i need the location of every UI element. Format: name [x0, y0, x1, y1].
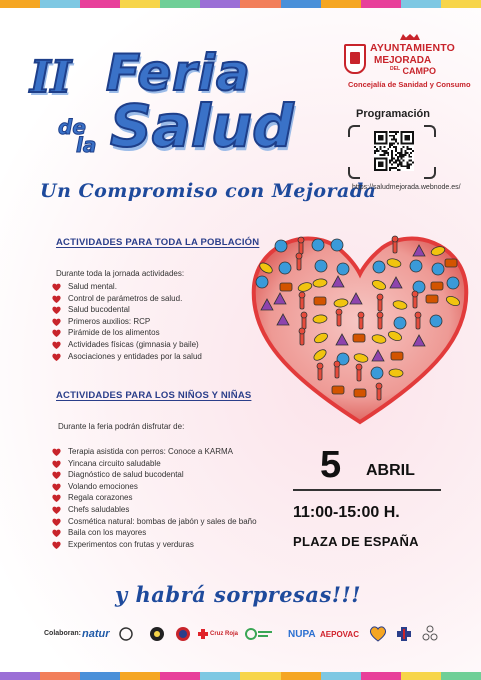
stripe-segment	[200, 0, 240, 8]
section-kids-item	[52, 469, 257, 481]
stripe-segment	[40, 672, 80, 680]
title-de: de	[58, 115, 86, 139]
programacion-label: Programación	[356, 108, 430, 120]
heart-bullet-icon	[52, 483, 61, 491]
title-de-la	[58, 115, 97, 157]
section-all-intro: Durante toda la jornada actividades:	[56, 269, 185, 278]
section-kids-item	[52, 539, 257, 551]
event-place: PLAZA DE ESPAÑA	[293, 534, 419, 549]
stripe-segment	[80, 672, 120, 680]
section-kids-item-text: Yincana circuito saludable	[68, 458, 161, 468]
town-crest-icon	[344, 44, 366, 74]
stripe-segment	[120, 0, 160, 8]
title-roman-numeral: II	[30, 52, 72, 103]
bottom-color-stripe	[0, 672, 481, 680]
stripe-segment	[321, 672, 361, 680]
stripe-segment	[401, 0, 441, 8]
section-all-item-text: Pirámide de los alimentos	[68, 328, 160, 338]
section-all-list	[52, 281, 202, 362]
section-all-heading: ACTIVIDADES PARA TODA LA POBLACIÓN	[56, 237, 260, 248]
event-time: 11:00-15:00 H.	[293, 504, 400, 521]
stripe-segment	[0, 0, 40, 8]
section-kids-item	[52, 446, 257, 458]
stripe-segment	[120, 672, 160, 680]
section-all-item	[52, 281, 202, 293]
section-all-item	[52, 293, 202, 305]
stripe-segment	[160, 0, 200, 8]
heart-bullet-icon	[52, 295, 61, 303]
sponsor-cross-logo-icon	[394, 622, 414, 646]
closing-text: y habrá sorpresas!!!	[115, 582, 361, 607]
section-all-item-text: Salud mental.	[68, 282, 117, 291]
heart-bullet-icon	[52, 318, 61, 326]
section-all-item-text: Actividades físicas (gimnasia y baile)	[68, 339, 199, 349]
stripe-segment	[361, 672, 401, 680]
logo-concejalia: Concejalía de Sanidad y Consumo	[348, 80, 471, 89]
section-kids-item-text: Regala corazones	[68, 493, 133, 503]
heart-bullet-icon	[52, 306, 61, 314]
heart-bullet-icon	[52, 541, 61, 549]
section-kids-intro: Durante la feria podrán disfrutar de:	[58, 422, 185, 431]
heart-bullet-icon	[52, 529, 61, 537]
section-kids-item-text: Cosmética natural: bombas de jabón y sales de baño	[68, 516, 257, 526]
title-salud: Salud	[110, 92, 294, 160]
stripe-segment	[441, 0, 481, 8]
section-all-item	[52, 304, 202, 316]
heart-bullet-icon	[52, 353, 61, 361]
stripe-segment	[281, 672, 321, 680]
section-all-item	[52, 351, 202, 363]
section-all-item-text: Asociaciones y entidades por la salud	[68, 351, 202, 361]
sponsor-dark-circle-icon	[148, 622, 166, 646]
section-kids-item	[52, 458, 257, 470]
section-kids-item	[52, 481, 257, 493]
stripe-segment	[321, 0, 361, 8]
stripe-segment	[361, 0, 401, 8]
section-all-item	[52, 316, 202, 328]
top-color-stripe	[0, 0, 481, 8]
sponsor-bar	[44, 622, 464, 646]
heart-bullet-icon	[52, 494, 61, 502]
title-feria: Feria	[106, 44, 251, 102]
sponsor-heart-logo-icon	[368, 622, 388, 646]
heart-bullet-icon	[52, 506, 61, 514]
sponsor-natur: natur	[82, 628, 110, 640]
heart-bullet-icon	[52, 283, 61, 291]
section-kids-item-text: Experimentos con frutas y verduras	[68, 539, 194, 549]
red-cross-icon	[198, 622, 208, 646]
logo-campo: CAMPO	[402, 66, 437, 76]
section-all-item	[52, 327, 202, 339]
event-day: 5	[320, 444, 342, 486]
heart-bullet-icon	[52, 518, 61, 526]
sponsor-green-logo-icon	[244, 622, 274, 646]
section-kids-item-text: Baila con los mayores	[68, 528, 147, 538]
section-kids-item	[52, 527, 257, 539]
stripe-segment	[240, 672, 280, 680]
section-kids-item-text: Chefs saludables	[68, 504, 130, 514]
logo-del-campo	[390, 66, 436, 76]
programacion-url[interactable]: https://saludmejorada.webnode.es/	[352, 184, 461, 191]
section-kids-item	[52, 516, 257, 528]
qr-code-icon[interactable]	[374, 131, 414, 171]
colaboran-label: Colaboran:	[44, 630, 81, 637]
sponsor-cruz-roja: Cruz Roja	[210, 631, 239, 637]
section-all-item-text: Salud bucodental	[68, 305, 130, 315]
stripe-segment	[200, 672, 240, 680]
section-kids-list	[52, 446, 257, 550]
heart-bullet-icon	[52, 460, 61, 468]
section-kids-item-text: Terapia asistida con perros: Conoce a KARMA	[68, 447, 233, 456]
stripe-segment	[160, 672, 200, 680]
stripe-segment	[441, 672, 481, 680]
section-all-item	[52, 339, 202, 351]
sponsor-logo-icon	[118, 622, 134, 646]
stripe-segment	[0, 672, 40, 680]
stripe-segment	[401, 672, 441, 680]
logo-mejorada: MEJORADA	[374, 55, 432, 66]
section-all-item-text: Primeros auxilios: RCP	[68, 316, 151, 326]
logo-ayuntamiento: AYUNTAMIENTO	[370, 42, 456, 54]
section-kids-item-text: Diagnóstico de salud bucodental	[68, 470, 184, 480]
stripe-segment	[281, 0, 321, 8]
logo-del: DEL	[390, 66, 400, 72]
date-divider	[293, 489, 441, 491]
crown-icon	[400, 34, 420, 40]
health-objects-heart-icon	[248, 226, 472, 426]
section-kids-item	[52, 504, 257, 516]
section-all-item-text: Control de parámetros de salud.	[68, 293, 183, 303]
sponsor-nupa: NUPA	[288, 628, 316, 640]
section-kids-item-text: Volando emociones	[68, 481, 138, 491]
heart-bullet-icon	[52, 471, 61, 479]
stripe-segment	[240, 0, 280, 8]
heart-bullet-icon	[52, 448, 61, 456]
section-kids-heading: ACTIVIDADES PARA LOS NIÑOS Y NIÑAS	[56, 390, 252, 401]
section-kids-item	[52, 492, 257, 504]
sponsor-aepovac: AEPOVAC	[320, 629, 359, 639]
subtitle: Un Compromiso con Mejorada	[40, 180, 377, 202]
stripe-segment	[40, 0, 80, 8]
heart-bullet-icon	[52, 341, 61, 349]
sponsor-molecule-icon	[422, 622, 438, 646]
sponsor-badge-icon	[174, 622, 192, 646]
stripe-segment	[80, 0, 120, 8]
event-month: ABRIL	[366, 462, 415, 479]
title-la: la	[76, 133, 97, 157]
heart-bullet-icon	[52, 329, 61, 337]
